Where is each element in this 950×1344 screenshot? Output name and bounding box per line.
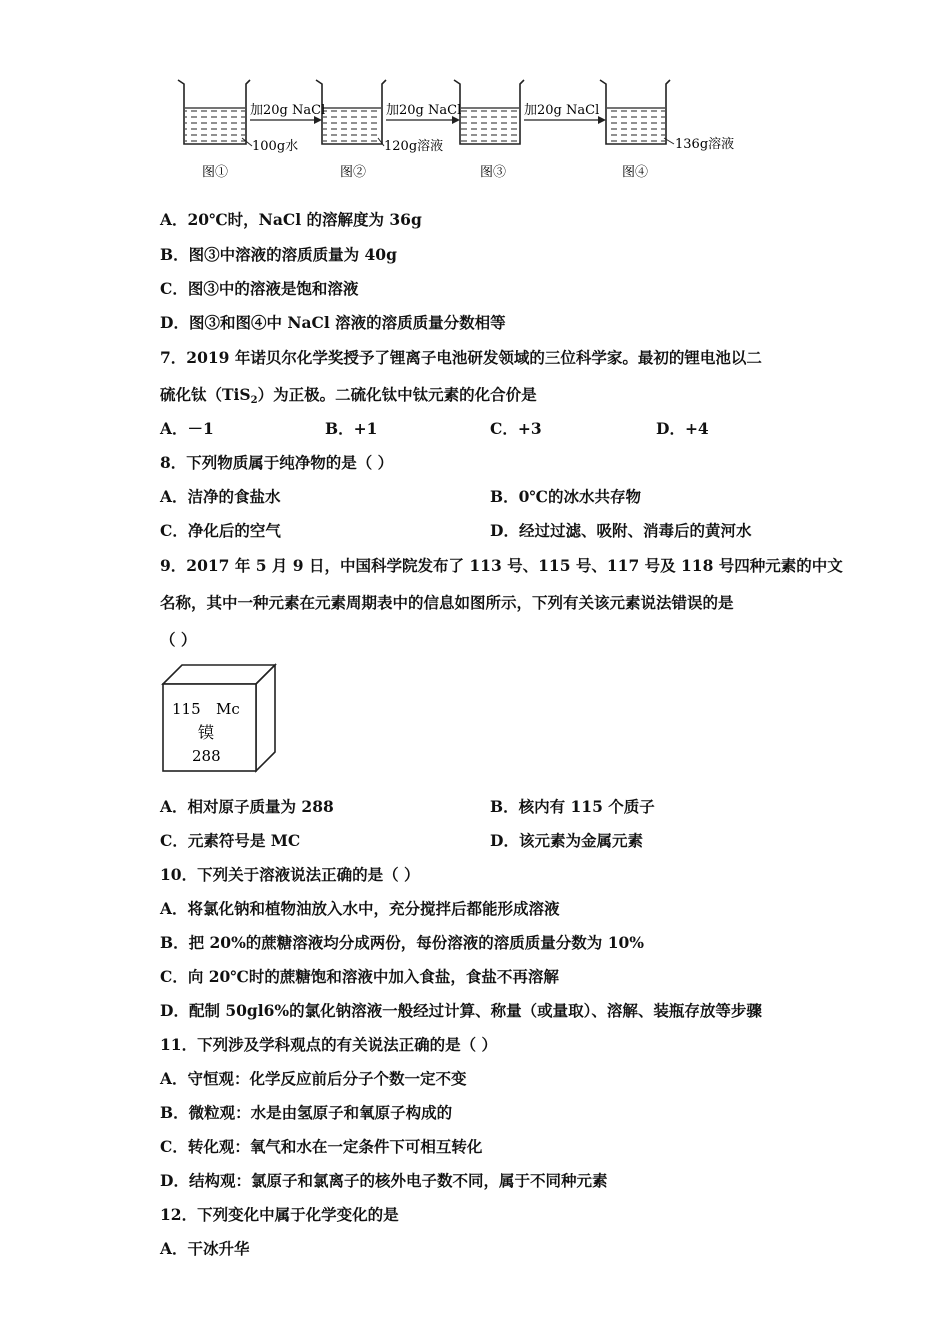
beaker-4: [600, 80, 670, 144]
q7-option-d: D．+4: [656, 419, 709, 438]
q10-option-a: A．将氯化钠和植物油放入水中，充分搅拌后都能形成溶液: [160, 899, 560, 918]
caption-3: 图③: [480, 165, 507, 180]
element-number: 115: [172, 700, 201, 718]
q8-option-a: A．洁净的食盐水: [160, 487, 281, 506]
step-label-1: 加20g NaCl: [250, 103, 326, 118]
q9-stem-line1: 9．2017 年 5 月 9 日，中国科学院发布了 113 号、115 号、117 号及 118 号四种元素的中文: [160, 556, 843, 575]
q9-option-b: B．核内有 115 个质子: [490, 797, 655, 816]
q9-option-a: A．相对原子质量为 288: [160, 797, 334, 816]
caption-4: 图④: [622, 165, 649, 180]
element-symbol: Mc: [216, 700, 240, 718]
element-cell-figure: [160, 662, 280, 774]
water-label: 100g水: [252, 139, 299, 154]
q11-option-b: B．微粒观：水是由氢原子和氧原子构成的: [160, 1103, 453, 1122]
q7-line2-sub: 2: [250, 395, 258, 406]
beaker-2: [316, 80, 386, 144]
q7-stem-line1: 7．2019 年诺贝尔化学奖授予了锂离子电池研发领域的三位科学家。最初的锂电池以二: [160, 348, 762, 367]
q9-option-c: C．元素符号是 MC: [160, 831, 301, 850]
beaker-1: [178, 80, 250, 144]
beaker-figure: [170, 72, 770, 184]
caption-2: 图②: [340, 165, 367, 180]
q7-line2-pre: 硫化钛（TiS: [160, 385, 251, 404]
q7-option-b: B．+1: [325, 419, 378, 438]
q7-option-a: A．－1: [160, 419, 214, 438]
q10-option-c: C．向 20℃时的蔗糖饱和溶液中加入食盐，食盐不再溶解: [160, 967, 559, 986]
step-label-3: 加20g NaCl: [524, 103, 600, 118]
beaker-3: [454, 80, 524, 144]
q9-stem-line2: 名称，其中一种元素在元素周期表中的信息如图所示，下列有关该元素说法错误的是: [160, 593, 734, 612]
element-mass: 288: [192, 747, 221, 765]
element-name: 镆: [198, 723, 215, 742]
solution4-label: 136g溶液: [675, 137, 735, 152]
q6-option-b: B．图③中溶液的溶质质量为 40g: [160, 245, 397, 264]
q8-option-c: C．净化后的空气: [160, 521, 281, 540]
q10-option-b: B．把 20%的蔗糖溶液均分成两份，每份溶液的溶质质量分数为 10%: [160, 933, 644, 952]
q9-stem-line3: （ ）: [160, 630, 197, 649]
solution2-label: 120g溶液: [384, 139, 444, 154]
q11-option-c: C．转化观：氧气和水在一定条件下可相互转化: [160, 1137, 483, 1156]
q10-stem: 10．下列关于溶液说法正确的是（ ）: [160, 865, 420, 884]
q11-option-d: D．结构观：氯原子和氯离子的核外电子数不同，属于不同种元素: [160, 1171, 608, 1190]
q7-line2-post: ）为正极。二硫化钛中钛元素的化合价是: [257, 385, 537, 404]
q11-stem: 11．下列涉及学科观点的有关说法正确的是（ ）: [160, 1035, 497, 1054]
q9-option-d: D．该元素为金属元素: [490, 831, 643, 850]
q8-option-d: D．经过过滤、吸附、消毒后的黄河水: [490, 521, 752, 540]
caption-1: 图①: [202, 165, 229, 180]
q12-stem: 12．下列变化中属于化学变化的是: [160, 1205, 399, 1224]
q8-option-b: B．0℃的冰水共存物: [490, 487, 641, 506]
q11-option-a: A．守恒观：化学反应前后分子个数一定不变: [160, 1069, 467, 1088]
q6-option-a: A．20℃时，NaCl 的溶解度为 36g: [160, 210, 422, 229]
q8-stem: 8．下列物质属于纯净物的是（ ）: [160, 453, 394, 472]
q7-stem-line2: [160, 385, 537, 411]
step-label-2: 加20g NaCl: [386, 103, 462, 118]
q10-option-d: D．配制 50gl6%的氯化钠溶液一般经过计算、称量（或量取）、溶解、装瓶存放等步骤: [160, 1001, 762, 1020]
q6-option-c: C．图③中的溶液是饱和溶液: [160, 279, 359, 298]
q12-option-a: A．干冰升华: [160, 1239, 250, 1258]
q6-option-d: D．图③和图④中 NaCl 溶液的溶质质量分数相等: [160, 313, 506, 332]
q7-option-c: C．+3: [490, 419, 542, 438]
